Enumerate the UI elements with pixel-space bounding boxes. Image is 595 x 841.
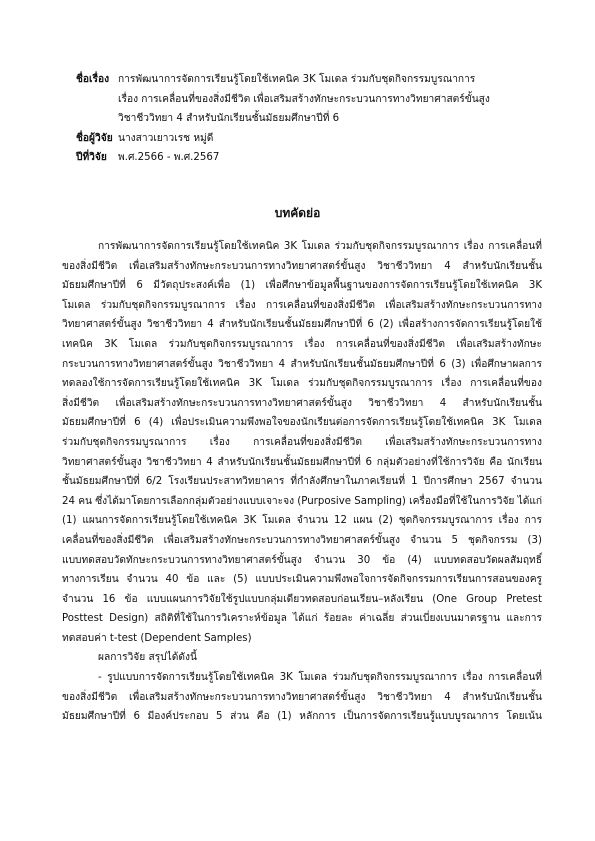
- title-label: ชื่อเรื่อง: [76, 74, 110, 85]
- title-block: [76, 70, 536, 168]
- abstract-line: ร่วมกับชุดกิจกรรมบูรณาการ เรื่อง การเคลื่อนที่ของสิ่งมีชีวิต เพื่อเสริมสร้างทักษะกระบวนการทาง: [62, 436, 542, 448]
- abstract-line: กระบวนการทางวิทยาศาสตร์ขั้นสูง วิชาชีววิทยา 4 สำหรับนักเรียนชั้นมัธยมศึกษาปีที่ 6 (3) เพื่อศึกษาผลการ: [62, 358, 542, 370]
- abstract-line: 24 คน ซึ่งได้มาโดยการเลือกกลุ่มตัวอย่างแบบเจาะจง (Purposive Sampling) เครื่องมือที่ใช้ในการวิจัย ได้แก่: [62, 495, 542, 507]
- abstract-line: โมเดล ร่วมกับชุดกิจกรรมบูรณาการ เรื่อง การเคลื่อนที่ของสิ่งมีชีวิต เพื่อเสริมสร้างทักษะกระบวนการทาง: [62, 299, 542, 311]
- abstract-body: [62, 237, 542, 727]
- abstract-line: Posttest Design) สถิติที่ใช้ในการวิเคราะห์ข้อมูล ได้แก่ ร้อยละ ค่าเฉลี่ย ส่วนเบี่ยงเบนมาตรฐาน และการ: [62, 613, 542, 625]
- abstract-line: วิทยาศาสตร์ขั้นสูง วิชาชีววิทยา 4 สำหรับนักเรียนชั้นมัธยมศึกษาปีที่ 6 กลุ่มตัวอย่างที่ใช้การวิจัย คือ นักเรียน: [62, 456, 542, 468]
- researcher-row: [76, 129, 536, 149]
- title-line-2: เรื่อง การเคลื่อนที่ของสิ่งมีชีวิต เพื่อเสริมสร้างทักษะกระบวนการทางวิทยาศาสตร์ขั้นสูง: [118, 93, 490, 105]
- abstract-line: มัธยมศึกษาปีที่ 6 (4) เพื่อประเมินความพึงพอใจของนักเรียนต่อการจัดการเรียนรู้โดยใช้เทคนิค 3K โมเดล: [62, 417, 542, 429]
- abstract-line: ทดลองใช้การจัดการเรียนรู้โดยใช้เทคนิค 3K โมเดล ร่วมกับชุดกิจกรรมบูรณาการ เรื่อง การเคลื่อนที่ของ: [62, 378, 542, 390]
- abstract-line: เคลื่อนที่ของสิ่งมีชีวิต เพื่อเสริมสร้างทักษะกระบวนการทางวิทยาศาสตร์ขั้นสูง จำนวน 5 ชุดกิจกรรม (3): [62, 534, 542, 546]
- abstract-line: วิทยาศาสตร์ขั้นสูง วิชาชีววิทยา 4 สำหรับนักเรียนชั้นมัธยมศึกษาปีที่ 6 (2) เพื่อสร้างการจัดการเรียนรู้โดยใช้: [62, 319, 542, 331]
- abstract-line: ทางการเรียน จำนวน 40 ข้อ และ (5) แบบประเมินความพึงพอใจการจัดกิจกรรมการเรียนการสอนของครู: [62, 574, 542, 586]
- results-line: - รูปแบบการจัดการเรียนรู้โดยใช้เทคนิค 3K โมเดล ร่วมกับชุดกิจกรรมบูรณาการ เรื่อง การเคลื่อนที่: [98, 672, 542, 684]
- results-heading: ผลการวิจัย สรุปได้ดังนี้: [98, 652, 197, 664]
- title-row: [76, 70, 536, 90]
- abstract-line: มัธยมศึกษาปีที่ 6 มีวัตถุประสงค์เพื่อ (1) เพื่อศึกษาข้อมูลพื้นฐานของการจัดการเรียนรู้โดยใช้เทคนิค 3K: [62, 280, 542, 292]
- results-line: ของสิ่งมีชีวิต เพื่อเสริมสร้างทักษะกระบวนการทางวิทยาศาสตร์ขั้นสูง วิชาชีววิทยา 4 สำหรับนักเรียนชั้น: [62, 691, 542, 703]
- title-line-1: การพัฒนาการจัดการเรียนรู้โดยใช้เทคนิค 3K โมเดล ร่วมกับชุดกิจกรรมบูรณาการ: [118, 74, 476, 85]
- results-line: มัธยมศึกษาปีที่ 6 มีองค์ประกอบ 5 ส่วน คือ (1) หลักการ เป็นการจัดการเรียนรู้แบบบูรณาการ โดยเน้น: [62, 711, 542, 723]
- abstract-line: ทดสอบค่า t-test (Dependent Samples): [62, 632, 252, 644]
- abstract-line: การพัฒนาการจัดการเรียนรู้โดยใช้เทคนิค 3K โมเดล ร่วมกับชุดกิจกรรมบูรณาการ เรื่อง การเคลื่อนที่: [98, 241, 542, 252]
- abstract-line: เทคนิค 3K โมเดล ร่วมกับชุดกิจกรรมบูรณาการ เรื่อง การเคลื่อนที่ของสิ่งมีชีวิต เพื่อเสริมสร้างทักษะ: [62, 338, 542, 350]
- researcher-name: นางสาวเยาวเรช หมู่ดี: [118, 132, 214, 144]
- year-row: [76, 148, 536, 168]
- abstract-line: ชั้นมัธยมศึกษาปีที่ 6/2 โรงเรียนประสาทวิทยาคาร ที่กำลังศึกษาในภาคเรียนที่ 1 ปีการศึกษา 2567 จำนวน: [62, 476, 542, 488]
- research-year: พ.ศ.2566 - พ.ศ.2567: [118, 152, 220, 163]
- abstract-line: (1) แผนการจัดการเรียนรู้โดยใช้เทคนิค 3K โมเดล จำนวน 12 แผน (2) ชุดกิจกรรมบูรณาการ เรื่อง การ: [62, 515, 542, 527]
- abstract-line: แบบทดสอบวัดทักษะกระบวนการทางวิทยาศาสตร์ขั้นสูง จำนวน 30 ข้อ (4) แบบทดสอบวัดผลสัมฤทธิ์: [62, 554, 542, 566]
- abstract-line: จำนวน 16 ข้อ แบบแผนการวิจัยใช้รูปแบบกลุ่มเดียวทดสอบก่อนเรียน–หลังเรียน (One Group Pretest: [62, 593, 542, 605]
- researcher-label: ชื่อผู้วิจัย: [76, 132, 113, 144]
- abstract-heading: บทคัดย่อ: [274, 206, 321, 220]
- year-label: ปีที่วิจัย: [76, 152, 107, 163]
- abstract-line: สิ่งมีชีวิต เพื่อเสริมสร้างทักษะกระบวนการทางวิทยาศาสตร์ขั้นสูง วิชาชีววิทยา 4 สำหรับนักเรียนชั้น: [62, 397, 542, 409]
- abstract-line: ของสิ่งมีชีวิต เพื่อเสริมสร้างทักษะกระบวนการทางวิทยาศาสตร์ขั้นสูง วิชาชีววิทยา 4 สำหรับนักเรียนชั้น: [62, 260, 542, 272]
- title-line-3: วิชาชีววิทยา 4 สำหรับนักเรียนชั้นมัธยมศึกษาปีที่ 6: [118, 113, 340, 124]
